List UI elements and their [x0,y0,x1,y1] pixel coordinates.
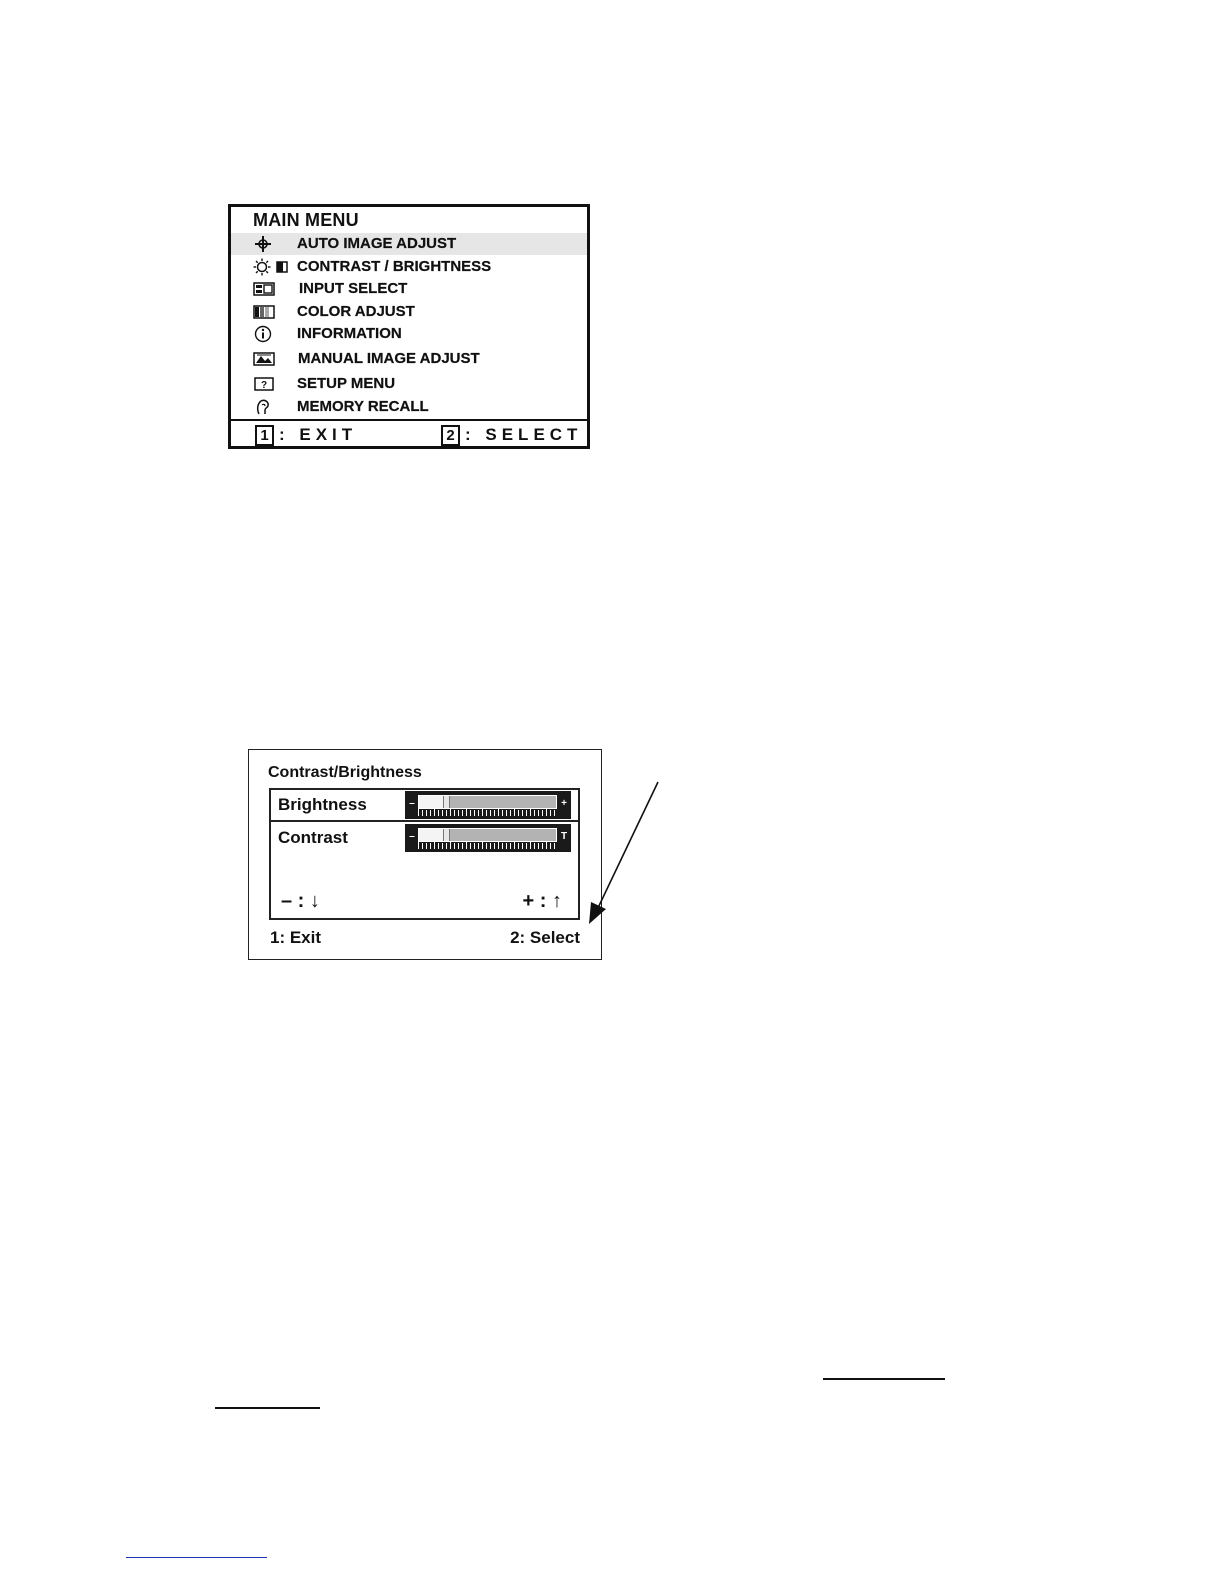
brightness-slider[interactable] [405,791,571,819]
menu-item-label: AUTO IMAGE ADJUST [297,235,457,252]
main-menu-osd [228,204,590,449]
slider-track [418,795,557,809]
contrast-brightness-title: Contrast/Brightness [268,764,422,781]
menu-item-information[interactable] [231,323,587,345]
blank-underline [823,1378,945,1380]
menu-item-setup-menu[interactable] [231,373,587,395]
menu-item-memory-recall[interactable] [231,396,587,418]
slider-thumb[interactable] [443,796,450,808]
contrast-slider[interactable] [405,824,571,852]
contrast-brightness-controls [269,788,580,920]
decrease-control[interactable]: – : ↓ [281,890,320,912]
slider-min-symbol: – [409,831,415,842]
main-menu-footer [231,419,587,448]
info-icon [253,325,273,343]
menu-item-label: MANUAL IMAGE ADJUST [298,350,480,367]
slider-fill [419,829,446,841]
slider-min-symbol: – [409,798,415,809]
menu-item-label: MEMORY RECALL [297,398,429,415]
input-select-icon [253,280,273,298]
exit-key-box[interactable]: 1 [255,425,274,446]
slider-major-ticks [418,841,557,849]
slider-major-ticks [418,808,557,816]
brightness-label: Brightness [278,795,367,814]
select-label: : SELECT [465,425,583,444]
increase-control[interactable]: + : ↑ [522,890,562,912]
contrast-label: Contrast [278,828,348,847]
exit-hint: 1: Exit [270,928,322,947]
annotation-arrow-icon [580,778,670,928]
menu-item-auto-image-adjust[interactable] [231,233,587,255]
menu-item-manual-image-adjust[interactable] [231,348,587,370]
crosshair-icon [253,235,273,253]
main-menu-title: MAIN MENU [253,210,359,230]
select-key-box[interactable]: 2 [441,425,460,446]
row-divider [271,820,578,822]
slider-fill [419,796,446,808]
menu-item-label: COLOR ADJUST [297,303,415,320]
slider-max-symbol: + [561,798,567,809]
question-box-icon [253,375,273,393]
menu-item-color-adjust[interactable] [231,301,587,323]
select-hint: 2: Select [510,928,580,947]
contrast-brightness-osd [248,749,602,960]
menu-item-label: SETUP MENU [297,375,396,392]
slider-thumb[interactable] [443,829,450,841]
svg-text:?: ? [260,380,268,391]
menu-item-label: CONTRAST / BRIGHTNESS [297,258,492,275]
menu-item-input-select[interactable] [231,278,587,300]
menu-item-label: INFORMATION [297,325,402,342]
exit-label: : EXIT [279,425,358,444]
sun-contrast-icon [253,258,289,276]
image-adjust-icon [253,350,273,368]
menu-item-contrast-brightness[interactable] [231,256,587,278]
recall-head-icon [253,398,273,416]
blank-underline [215,1407,320,1409]
slider-max-symbol: T [560,831,568,842]
slider-track [418,828,557,842]
link-underline [126,1557,267,1558]
menu-item-label: INPUT SELECT [299,280,408,297]
color-bars-icon [253,303,273,321]
